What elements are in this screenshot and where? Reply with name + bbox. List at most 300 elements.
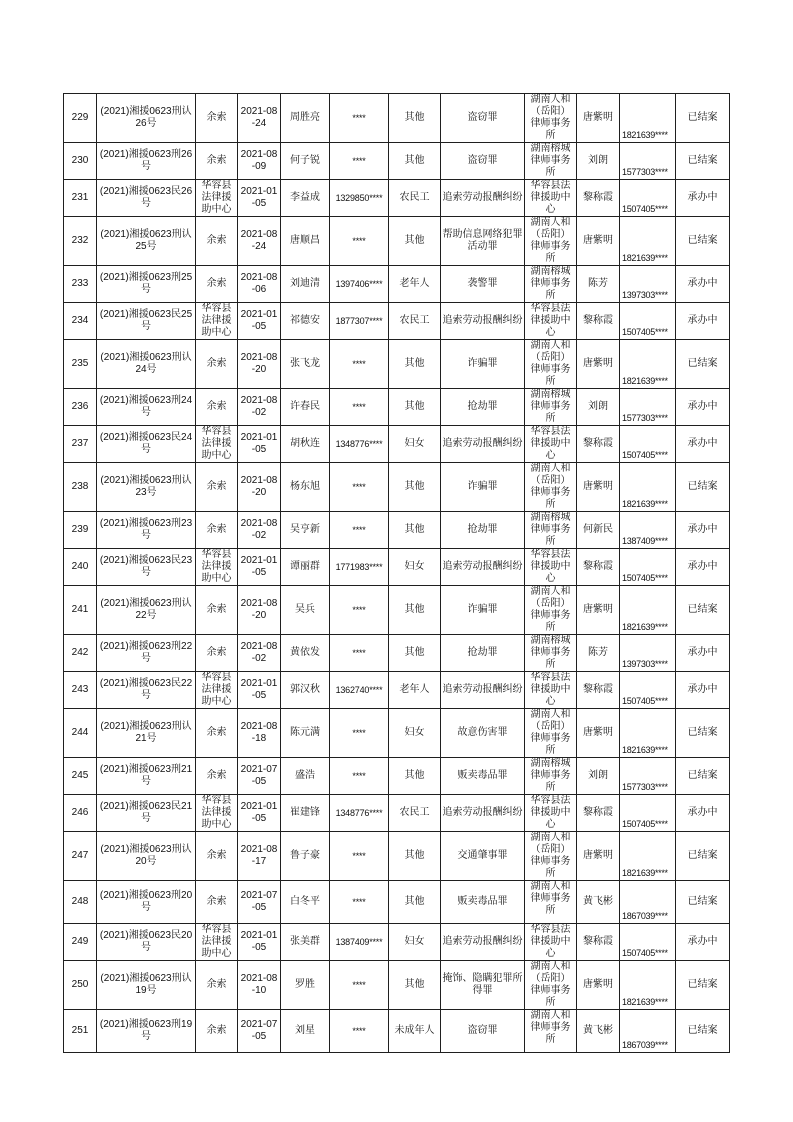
handler-phone: 1577303****	[620, 143, 676, 180]
table-row	[64, 180, 730, 217]
case-cause: 贩卖毒品罪	[441, 758, 525, 795]
handler-name: 刘朗	[577, 143, 620, 180]
recipient-type: 未成年人	[389, 1010, 441, 1053]
table-row	[64, 924, 730, 961]
handler-phone: 1397303****	[620, 635, 676, 672]
recipient-phone: ****	[330, 961, 389, 1010]
recipient-name: 罗胜	[281, 961, 330, 1010]
handler-phone: 1821639****	[620, 961, 676, 1010]
handler-name: 黎称霞	[577, 426, 620, 463]
case-cause: 袭警罪	[441, 266, 525, 303]
handler-phone: 1507405****	[620, 795, 676, 832]
accepting-org: 华容县法律援助中心	[196, 672, 238, 709]
accept-date: 2021-08-09	[238, 143, 281, 180]
recipient-phone: 1348776****	[330, 426, 389, 463]
accepting-org: 余索	[196, 635, 238, 672]
recipient-name: 杨东旭	[281, 463, 330, 512]
case-number: (2021)湘援0623民26号	[97, 180, 196, 217]
handler-phone: 1867039****	[620, 1010, 676, 1053]
accepting-org: 余索	[196, 463, 238, 512]
accepting-org: 余索	[196, 1010, 238, 1053]
handler-name: 唐紫明	[577, 961, 620, 1010]
recipient-name: 郭汉秋	[281, 672, 330, 709]
case-cause: 抢劫罪	[441, 389, 525, 426]
recipient-phone: ****	[330, 709, 389, 758]
handler-name: 陈芳	[577, 266, 620, 303]
recipient-type: 老年人	[389, 672, 441, 709]
accept-date: 2021-08-17	[238, 832, 281, 881]
table-row	[64, 340, 730, 389]
case-number: (2021)湘援0623刑认20号	[97, 832, 196, 881]
case-status-badge: 承办中	[676, 426, 730, 463]
case-cause: 盗窃罪	[441, 1010, 525, 1053]
case-status-badge: 承办中	[676, 389, 730, 426]
accepting-org: 华容县法律援助中心	[196, 549, 238, 586]
case-cause: 交通肇事罪	[441, 832, 525, 881]
case-cause: 追索劳动报酬纠纷	[441, 426, 525, 463]
case-status-badge: 承办中	[676, 924, 730, 961]
case-status-badge: 已结案	[676, 961, 730, 1010]
case-number: (2021)湘援0623刑认26号	[97, 94, 196, 143]
legal-aid-case-table	[63, 93, 730, 1053]
recipient-name: 张美群	[281, 924, 330, 961]
handler-phone: 1867039****	[620, 881, 676, 924]
recipient-name: 鲁子豪	[281, 832, 330, 881]
table-row	[64, 512, 730, 549]
case-number: (2021)湘援0623民21号	[97, 795, 196, 832]
handling-org: 华容县法律援助中心	[525, 303, 577, 340]
handler-phone: 1397303****	[620, 266, 676, 303]
handler-phone: 1507405****	[620, 303, 676, 340]
case-row-number: 245	[64, 758, 97, 795]
accept-date: 2021-08-02	[238, 512, 281, 549]
handler-name: 黄飞彬	[577, 1010, 620, 1053]
handler-phone: 1821639****	[620, 94, 676, 143]
case-cause: 贩卖毒品罪	[441, 881, 525, 924]
recipient-type: 其他	[389, 832, 441, 881]
table-row	[64, 217, 730, 266]
handling-org: 湖南人和（岳阳）律师事务所	[525, 94, 577, 143]
recipient-name: 许春民	[281, 389, 330, 426]
handling-org: 湖南人和（岳阳）律师事务所	[525, 340, 577, 389]
case-cause: 抢劫罪	[441, 512, 525, 549]
case-cause: 诈骗罪	[441, 340, 525, 389]
recipient-phone: ****	[330, 586, 389, 635]
handler-name: 黎称霞	[577, 795, 620, 832]
table-row	[64, 303, 730, 340]
handling-org: 华容县法律援助中心	[525, 426, 577, 463]
table-row	[64, 389, 730, 426]
recipient-type: 妇女	[389, 924, 441, 961]
recipient-name: 李益成	[281, 180, 330, 217]
recipient-phone: ****	[330, 143, 389, 180]
case-row-number: 251	[64, 1010, 97, 1053]
handler-name: 唐紫明	[577, 709, 620, 758]
case-status-badge: 承办中	[676, 512, 730, 549]
handler-phone: 1577303****	[620, 389, 676, 426]
accepting-org: 余索	[196, 340, 238, 389]
case-cause: 盗窃罪	[441, 94, 525, 143]
table-row	[64, 635, 730, 672]
case-row-number: 250	[64, 961, 97, 1010]
handler-name: 黎称霞	[577, 924, 620, 961]
case-row-number: 237	[64, 426, 97, 463]
recipient-phone: ****	[330, 881, 389, 924]
recipient-type: 妇女	[389, 426, 441, 463]
accepting-org: 华容县法律援助中心	[196, 924, 238, 961]
case-number: (2021)湘援0623刑20号	[97, 881, 196, 924]
case-number: (2021)湘援0623刑认19号	[97, 961, 196, 1010]
accepting-org: 余索	[196, 94, 238, 143]
case-status-badge: 承办中	[676, 635, 730, 672]
recipient-phone: 1877307****	[330, 303, 389, 340]
case-number: (2021)湘援0623民23号	[97, 549, 196, 586]
recipient-name: 盛浩	[281, 758, 330, 795]
accept-date: 2021-01-05	[238, 795, 281, 832]
recipient-type: 农民工	[389, 795, 441, 832]
recipient-phone: 1397406****	[330, 266, 389, 303]
handling-org: 湖南榕城律师事务所	[525, 143, 577, 180]
accepting-org: 华容县法律援助中心	[196, 426, 238, 463]
handler-phone: 1821639****	[620, 709, 676, 758]
accept-date: 2021-01-05	[238, 303, 281, 340]
case-row-number: 238	[64, 463, 97, 512]
handler-name: 陈芳	[577, 635, 620, 672]
handler-name: 何新民	[577, 512, 620, 549]
recipient-phone: ****	[330, 832, 389, 881]
case-cause: 诈骗罪	[441, 463, 525, 512]
case-row-number: 233	[64, 266, 97, 303]
case-status-badge: 已结案	[676, 709, 730, 758]
recipient-name: 黄依发	[281, 635, 330, 672]
case-cause: 故意伤害罪	[441, 709, 525, 758]
accept-date: 2021-08-18	[238, 709, 281, 758]
recipient-type: 妇女	[389, 709, 441, 758]
recipient-name: 胡秋连	[281, 426, 330, 463]
recipient-name: 唐顺昌	[281, 217, 330, 266]
handling-org: 湖南人和律师事务所	[525, 881, 577, 924]
case-row-number: 234	[64, 303, 97, 340]
handler-phone: 1507405****	[620, 672, 676, 709]
accept-date: 2021-08-02	[238, 635, 281, 672]
handling-org: 湖南人和（岳阳）律师事务所	[525, 217, 577, 266]
recipient-name: 祁德安	[281, 303, 330, 340]
case-row-number: 240	[64, 549, 97, 586]
recipient-type: 其他	[389, 586, 441, 635]
handling-org: 湖南人和（岳阳）律师事务所	[525, 709, 577, 758]
case-number: (2021)湘援0623刑21号	[97, 758, 196, 795]
recipient-type: 其他	[389, 143, 441, 180]
handler-name: 唐紫明	[577, 217, 620, 266]
case-row-number: 244	[64, 709, 97, 758]
handler-name: 黄飞彬	[577, 881, 620, 924]
case-status-badge: 已结案	[676, 881, 730, 924]
case-number: (2021)湘援0623民22号	[97, 672, 196, 709]
recipient-name: 周胜亮	[281, 94, 330, 143]
case-number: (2021)湘援0623民24号	[97, 426, 196, 463]
accept-date: 2021-01-05	[238, 426, 281, 463]
accepting-org: 华容县法律援助中心	[196, 795, 238, 832]
table-row	[64, 266, 730, 303]
handler-name: 唐紫明	[577, 586, 620, 635]
accept-date: 2021-07-05	[238, 881, 281, 924]
table-row	[64, 94, 730, 143]
accept-date: 2021-01-05	[238, 672, 281, 709]
table-row	[64, 832, 730, 881]
handler-phone: 1821639****	[620, 340, 676, 389]
accept-date: 2021-08-10	[238, 961, 281, 1010]
case-status-badge: 承办中	[676, 795, 730, 832]
accept-date: 2021-08-02	[238, 389, 281, 426]
case-status-badge: 已结案	[676, 1010, 730, 1053]
handling-org: 华容县法律援助中心	[525, 180, 577, 217]
case-cause: 追索劳动报酬纠纷	[441, 303, 525, 340]
accept-date: 2021-08-24	[238, 94, 281, 143]
case-row-number: 241	[64, 586, 97, 635]
recipient-type: 其他	[389, 881, 441, 924]
handler-phone: 1821639****	[620, 463, 676, 512]
case-row-number: 232	[64, 217, 97, 266]
accept-date: 2021-01-05	[238, 924, 281, 961]
recipient-type: 其他	[389, 389, 441, 426]
handler-name: 黎称霞	[577, 672, 620, 709]
recipient-name: 崔建锋	[281, 795, 330, 832]
recipient-name: 谭丽群	[281, 549, 330, 586]
case-row-number: 230	[64, 143, 97, 180]
case-row-number: 229	[64, 94, 97, 143]
case-number: (2021)湘援0623刑认21号	[97, 709, 196, 758]
accept-date: 2021-08-20	[238, 340, 281, 389]
case-row-number: 246	[64, 795, 97, 832]
handler-name: 唐紫明	[577, 832, 620, 881]
recipient-phone: 1362740****	[330, 672, 389, 709]
recipient-type: 老年人	[389, 266, 441, 303]
handler-phone: 1821639****	[620, 217, 676, 266]
accept-date: 2021-07-05	[238, 758, 281, 795]
recipient-type: 其他	[389, 217, 441, 266]
table-row	[64, 143, 730, 180]
case-cause: 抢劫罪	[441, 635, 525, 672]
accept-date: 2021-07-05	[238, 1010, 281, 1053]
accepting-org: 余索	[196, 881, 238, 924]
recipient-type: 农民工	[389, 303, 441, 340]
table-row	[64, 881, 730, 924]
accepting-org: 余索	[196, 389, 238, 426]
case-status-badge: 承办中	[676, 266, 730, 303]
case-number: (2021)湘援0623刑26号	[97, 143, 196, 180]
case-number: (2021)湘援0623刑25号	[97, 266, 196, 303]
accepting-org: 余索	[196, 586, 238, 635]
recipient-phone: ****	[330, 758, 389, 795]
case-cause: 追索劳动报酬纠纷	[441, 795, 525, 832]
recipient-type: 其他	[389, 340, 441, 389]
accepting-org: 余索	[196, 758, 238, 795]
accept-date: 2021-01-05	[238, 180, 281, 217]
accepting-org: 余索	[196, 512, 238, 549]
case-cause: 追索劳动报酬纠纷	[441, 672, 525, 709]
table-row	[64, 961, 730, 1010]
case-cause: 掩饰、隐瞒犯罪所得罪	[441, 961, 525, 1010]
case-status-badge: 已结案	[676, 832, 730, 881]
case-number: (2021)湘援0623民25号	[97, 303, 196, 340]
handler-name: 刘朗	[577, 758, 620, 795]
table-row	[64, 709, 730, 758]
case-row-number: 247	[64, 832, 97, 881]
handling-org: 湖南人和（岳阳）律师事务所	[525, 832, 577, 881]
case-status-badge: 承办中	[676, 549, 730, 586]
handling-org: 华容县法律援助中心	[525, 795, 577, 832]
accept-date: 2021-01-05	[238, 549, 281, 586]
case-row-number: 239	[64, 512, 97, 549]
recipient-name: 刘星	[281, 1010, 330, 1053]
handler-name: 黎称霞	[577, 303, 620, 340]
handling-org: 华容县法律援助中心	[525, 672, 577, 709]
table-row	[64, 549, 730, 586]
accepting-org: 余索	[196, 709, 238, 758]
handler-phone: 1387409****	[620, 512, 676, 549]
case-number: (2021)湘援0623刑认25号	[97, 217, 196, 266]
handler-phone: 1577303****	[620, 758, 676, 795]
recipient-phone: ****	[330, 340, 389, 389]
recipient-phone: ****	[330, 1010, 389, 1053]
recipient-type: 其他	[389, 758, 441, 795]
case-status-badge: 已结案	[676, 463, 730, 512]
case-status-badge: 已结案	[676, 94, 730, 143]
recipient-type: 妇女	[389, 549, 441, 586]
handler-phone: 1507405****	[620, 426, 676, 463]
handler-name: 唐紫明	[577, 94, 620, 143]
handler-phone: 1507405****	[620, 924, 676, 961]
handler-name: 唐紫明	[577, 463, 620, 512]
handler-phone: 1821639****	[620, 586, 676, 635]
recipient-name: 张飞龙	[281, 340, 330, 389]
case-status-badge: 已结案	[676, 143, 730, 180]
recipient-phone: ****	[330, 512, 389, 549]
handler-name: 唐紫明	[577, 340, 620, 389]
case-number: (2021)湘援0623刑22号	[97, 635, 196, 672]
table-row	[64, 758, 730, 795]
handling-org: 华容县法律援助中心	[525, 924, 577, 961]
handling-org: 湖南榕城律师事务所	[525, 635, 577, 672]
accepting-org: 华容县法律援助中心	[196, 303, 238, 340]
table-row	[64, 1010, 730, 1053]
case-status-badge: 承办中	[676, 180, 730, 217]
recipient-phone: ****	[330, 217, 389, 266]
case-row-number: 248	[64, 881, 97, 924]
case-number: (2021)湘援0623刑24号	[97, 389, 196, 426]
handler-name: 刘朗	[577, 389, 620, 426]
recipient-type: 其他	[389, 94, 441, 143]
recipient-phone: 1329850****	[330, 180, 389, 217]
handler-name: 黎称霞	[577, 180, 620, 217]
handler-name: 黎称霞	[577, 549, 620, 586]
case-row-number: 243	[64, 672, 97, 709]
case-number: (2021)湘援0623刑19号	[97, 1010, 196, 1053]
case-row-number: 249	[64, 924, 97, 961]
case-row-number: 242	[64, 635, 97, 672]
accept-date: 2021-08-20	[238, 463, 281, 512]
handling-org: 湖南人和（岳阳）律师事务所	[525, 463, 577, 512]
recipient-phone: 1387409****	[330, 924, 389, 961]
recipient-phone: ****	[330, 463, 389, 512]
handler-phone: 1507405****	[620, 180, 676, 217]
case-table-body	[64, 94, 730, 1053]
recipient-name: 刘迪清	[281, 266, 330, 303]
case-status-badge: 已结案	[676, 340, 730, 389]
recipient-type: 其他	[389, 961, 441, 1010]
case-cause: 盗窃罪	[441, 143, 525, 180]
handling-org: 湖南榕城律师事务所	[525, 512, 577, 549]
table-row	[64, 795, 730, 832]
handling-org: 湖南人和律师事务所	[525, 1010, 577, 1053]
case-row-number: 236	[64, 389, 97, 426]
case-status-badge: 已结案	[676, 586, 730, 635]
accepting-org: 余索	[196, 961, 238, 1010]
recipient-name: 陈元满	[281, 709, 330, 758]
accepting-org: 华容县法律援助中心	[196, 180, 238, 217]
case-number: (2021)湘援0623刑认23号	[97, 463, 196, 512]
table-row	[64, 463, 730, 512]
table-row	[64, 426, 730, 463]
accepting-org: 余索	[196, 832, 238, 881]
table-row	[64, 586, 730, 635]
handling-org: 湖南人和（岳阳）律师事务所	[525, 586, 577, 635]
handling-org: 湖南榕城律师事务所	[525, 389, 577, 426]
case-cause: 诈骗罪	[441, 586, 525, 635]
case-number: (2021)湘援0623民20号	[97, 924, 196, 961]
handling-org: 湖南榕城律师事务所	[525, 266, 577, 303]
recipient-type: 农民工	[389, 180, 441, 217]
recipient-phone: 1348776****	[330, 795, 389, 832]
handler-phone: 1821639****	[620, 832, 676, 881]
case-number: (2021)湘援0623刑认24号	[97, 340, 196, 389]
case-status-badge: 已结案	[676, 217, 730, 266]
handler-phone: 1507405****	[620, 549, 676, 586]
accepting-org: 余索	[196, 266, 238, 303]
accepting-org: 余索	[196, 217, 238, 266]
handling-org: 华容县法律援助中心	[525, 549, 577, 586]
table-row	[64, 672, 730, 709]
case-status-badge: 已结案	[676, 758, 730, 795]
recipient-name: 吴亨新	[281, 512, 330, 549]
accepting-org: 余索	[196, 143, 238, 180]
case-row-number: 231	[64, 180, 97, 217]
recipient-name: 何子锐	[281, 143, 330, 180]
case-number: (2021)湘援0623刑23号	[97, 512, 196, 549]
recipient-name: 白冬平	[281, 881, 330, 924]
case-status-badge: 承办中	[676, 303, 730, 340]
accept-date: 2021-08-06	[238, 266, 281, 303]
recipient-type: 其他	[389, 635, 441, 672]
case-number: (2021)湘援0623刑认22号	[97, 586, 196, 635]
case-status-badge: 承办中	[676, 672, 730, 709]
case-cause: 帮助信息网络犯罪活动罪	[441, 217, 525, 266]
case-cause: 追索劳动报酬纠纷	[441, 180, 525, 217]
accept-date: 2021-08-20	[238, 586, 281, 635]
recipient-phone: 1771983****	[330, 549, 389, 586]
handling-org: 湖南榕城律师事务所	[525, 758, 577, 795]
recipient-type: 其他	[389, 512, 441, 549]
recipient-phone: ****	[330, 635, 389, 672]
accept-date: 2021-08-24	[238, 217, 281, 266]
recipient-type: 其他	[389, 463, 441, 512]
case-cause: 追索劳动报酬纠纷	[441, 549, 525, 586]
recipient-phone: ****	[330, 389, 389, 426]
case-cause: 追索劳动报酬纠纷	[441, 924, 525, 961]
case-row-number: 235	[64, 340, 97, 389]
recipient-phone: ****	[330, 94, 389, 143]
handling-org: 湖南人和（岳阳）律师事务所	[525, 961, 577, 1010]
